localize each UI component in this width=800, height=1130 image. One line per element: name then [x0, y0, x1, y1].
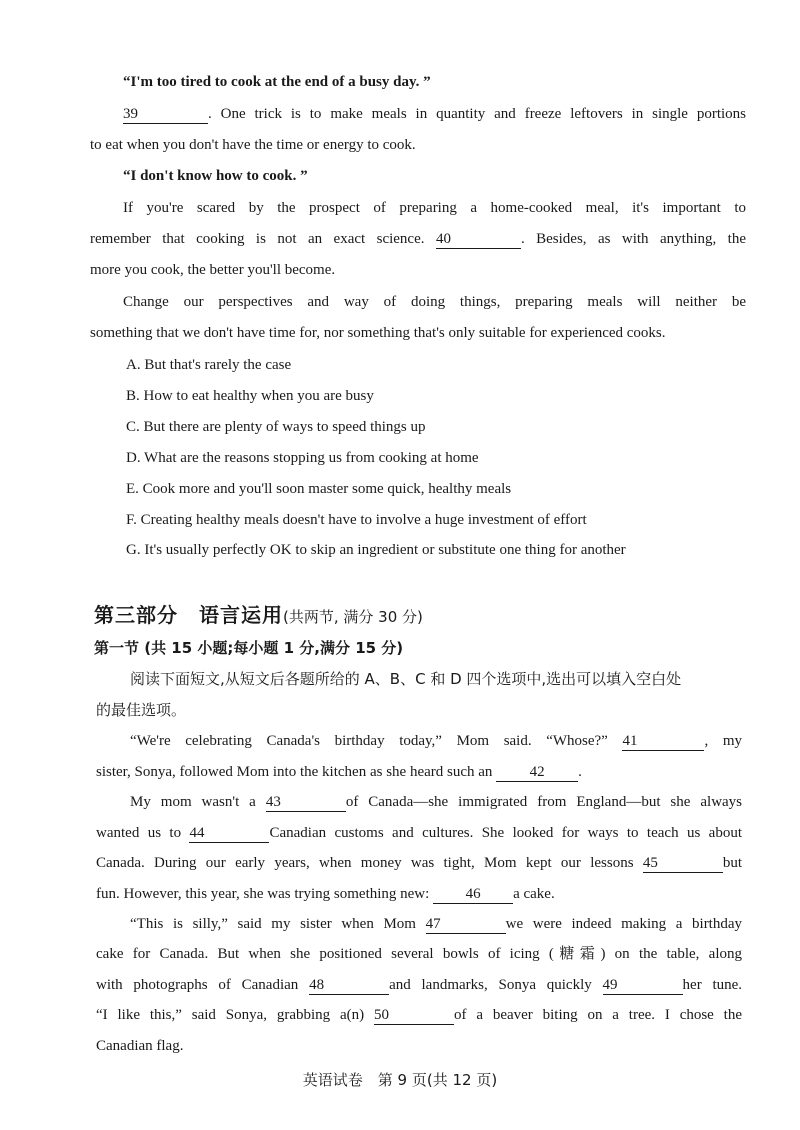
option-c: C. But there are plenty of ways to speed things up [126, 419, 426, 435]
blank-42: 42 [496, 764, 578, 782]
page-footer: 英语试卷 第 9 页(共 12 页) [302, 1071, 498, 1089]
section1-title: 第一节 (共 15 小题;每小题 1 分,满分 15 分) [94, 639, 404, 657]
cloze-p1-line1: “We're celebrating Canada's birthday today,” Mom said. “Whose?” 41 , my [130, 733, 742, 749]
paragraph-change-line1: Change our perspectives and way of doing things, preparing meals will neither be [123, 294, 746, 310]
option-a: A. But that's rarely the case [126, 357, 292, 373]
option-b: B. How to eat healthy when you are busy [126, 388, 374, 404]
blank-45: 45 [643, 855, 723, 873]
cloze-p2-line1: My mom wasn't a 43 of Canada—she immigrated from England—but she always [130, 794, 743, 810]
cloze-p2-line4: fun. However, this year, she was trying something new: 46 a cake. [96, 886, 555, 902]
cloze-p3-line1: “This is silly,” said my sister when Mom 47 we were indeed making a birthday [130, 916, 743, 932]
blank-39: 39 [123, 106, 208, 124]
heading-too-tired: “I'm too tired to cook at the end of a busy day. ” [123, 74, 431, 90]
cloze-p3-line4: “I like this,” said Sonya, grabbing a(n) 50 of a beaver biting on a tree. I chose the [96, 1007, 743, 1023]
option-d: D. What are the reasons stopping us from cooking at home [126, 450, 479, 466]
blank-48: 48 [309, 977, 389, 995]
part3-title: 第三部分 语言运用(共两节, 满分 30 分) [94, 603, 423, 627]
blank-41: 41 [622, 733, 704, 751]
option-g: G. It's usually perfectly OK to skip an ingredient or substitute one thing for another [126, 542, 626, 558]
blank-49: 49 [603, 977, 683, 995]
paragraph-39-line1: 39 . One trick is to make meals in quantity and freeze leftovers in single portions [123, 106, 746, 122]
blank-43: 43 [266, 794, 346, 812]
paragraph-change-line2: something that we don't have time for, nor something that's only suitable for experienced cooks. [90, 325, 666, 341]
paragraph-40-line1: If you're scared by the prospect of preparing a home-cooked meal, it's important to [123, 200, 746, 216]
cloze-p3-line5: Canadian flag. [96, 1038, 184, 1054]
option-e: E. Cook more and you'll soon master some quick, healthy meals [126, 481, 512, 497]
part3-title-note: (共两节, 满分 30 分) [283, 608, 423, 626]
blank-44: 44 [189, 825, 269, 843]
cloze-p2-line3: Canada. During our early years, when money was tight, Mom kept our lessons 45 but [96, 855, 743, 871]
blank-50: 50 [374, 1007, 454, 1025]
blank-47: 47 [426, 916, 506, 934]
paragraph-40-line3: more you cook, the better you'll become. [90, 262, 336, 278]
blank-40: 40 [436, 231, 521, 249]
blank-46: 46 [433, 886, 513, 904]
cloze-p2-line2: wanted us to 44 Canadian customs and cultures. She looked for ways to teach us about [96, 825, 743, 841]
instruction-line1: 阅读下面短文,从短文后各题所给的 A、B、C 和 D 四个选项中,选出可以填入空白处 [130, 670, 682, 688]
instruction-line2: 的最佳选项。 [96, 701, 187, 719]
cloze-p1-line2: sister, Sonya, followed Mom into the kitchen as she heard such an 42 . [96, 764, 582, 780]
heading-dont-know: “I don't know how to cook. ” [123, 168, 308, 184]
cloze-p3-line3: with photographs of Canadian 48 and landmarks, Sonya quickly 49 her tune. [96, 977, 743, 993]
cloze-p3-line2: cake for Canada. But when she positioned several bowls of icing (糖霜) on the table, along [96, 946, 742, 962]
paragraph-40-line2: remember that cooking is not an exact science. 40 . Besides, as with anything, the [90, 231, 746, 247]
paragraph-39-line2: to eat when you don't have the time or energy to cook. [90, 137, 416, 153]
option-f: F. Creating healthy meals doesn't have to involve a huge investment of effort [126, 512, 587, 528]
